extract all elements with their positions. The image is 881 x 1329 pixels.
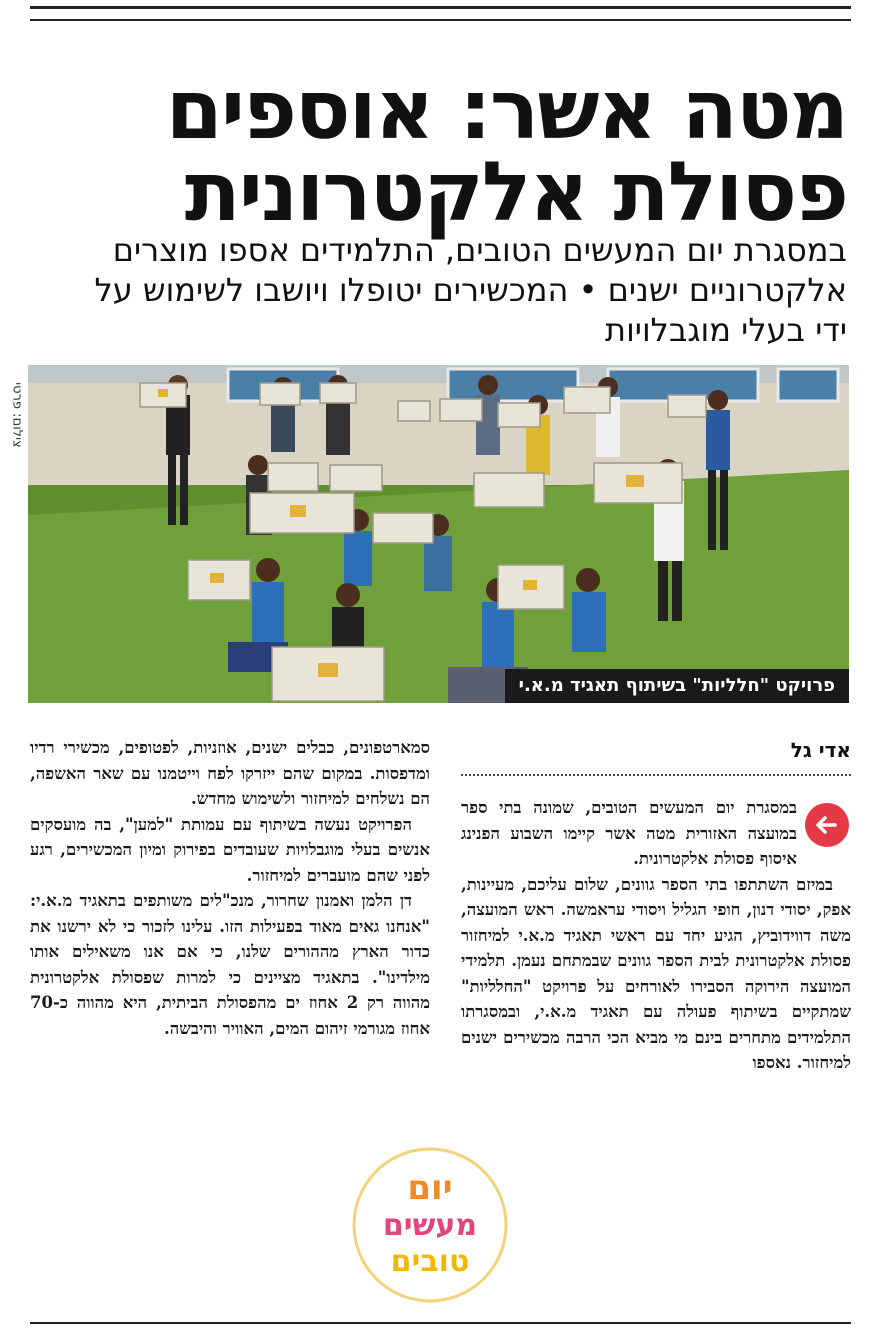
photo-caption: פרויקט "חלליות" בשיתוף תאגיד מ.א.י xyxy=(505,669,849,703)
article-photo xyxy=(28,365,849,703)
bottom-rule xyxy=(30,1322,851,1324)
top-rule-1 xyxy=(30,6,851,9)
subhead-line-3: ידי בעלי מוגבלויות xyxy=(605,311,847,349)
article-subhead xyxy=(27,230,847,350)
paragraph-left-3: דן הלמן ואמנון שחרור, מנכ"לים משותפים בתאגיד מ.א.י: "אנחנו גאים מאוד בפעילות הזו. עלינו לזכור כי לא ירשנו את כדור הארץ מההורים שלנו, כי אם אנו משאילים אותו מילדינו". בתאגיד מציינים כי למרות שפסולת אלקטרונית מהווה רק 2 אחוז ים מהפסולת הביתית, היא מהווה כ-70 אחוז מגורמי זיהום המים, האוויר והיבשה. xyxy=(30,891,430,1038)
logo-line-3: טובים xyxy=(390,1244,470,1279)
byline-divider xyxy=(461,774,851,776)
good-deeds-day-logo xyxy=(350,1140,510,1310)
paragraph-right-2: במיזם השתתפו בתי הספר גוונים, שלום עליכם, מעיינות, אפק, יסודי דנון, חופי הגליל ויסודי עראמשה. ראש המועצה, משה דווידוביץ, הגיע יחד עם ראשי תאגיד מ.א.י למיחזור פסולת אלקטרונית לבית הספר גוונים שבמתחם נעמן. תלמידי המועצה הירוקה הסבירו לאורחים על פרויקט "החלליות" שמתקיים בשיתוף פעולה עם תאגיד מ.א.י, ובמסגרתו התלמידים מתחרים בינם מי מביא הכי הרבה מכשירים ישנים למיחזור. נאספו xyxy=(461,874,851,1072)
article-column-right xyxy=(461,795,851,1076)
subhead-line-2: אלקטרוניים ישנים • המכשירים יטופלו ויושבו לשימוש על xyxy=(94,271,847,309)
top-rule-2 xyxy=(30,19,851,21)
paragraph-left-2: הפרויקט נעשה בשיתוף עם עמותת "למען", בה מועסקים אנשים בעלי מוגבלויות שעובדים בפירוק ומיון המכשירים, רגע לפני שהם מועברים למיחזור. xyxy=(30,814,430,885)
byline: אדי גל xyxy=(790,738,851,762)
subhead-line-1: במסגרת יום המעשים הטובים, התלמידים אספו מוצרים xyxy=(112,231,847,269)
photo-illustration xyxy=(28,365,849,703)
paragraph-left-1: סמארטפונים, כבלים ישנים, אוזניות, לפטופים, מכשירי רדיו ומדפסות. במקום שהם ייזרקו לפח וייטמנו עם שאר האשפה, הם נשלחים למיחזור ולשימוש מחדש. xyxy=(30,738,430,808)
headline-line-2: פסולת אלקטרונית xyxy=(184,145,847,240)
photo-credit-text: צילום: פרטי xyxy=(9,382,25,448)
logo-line-1: יום xyxy=(407,1168,453,1208)
headline-line-1: מטה אשר: אוספים xyxy=(165,63,847,158)
logo-line-2: מעשים xyxy=(382,1208,478,1243)
paragraph-right-1: במסגרת יום המעשים הטובים, שמונה בתי ספר במועצה האזורית מטה אשר קיימו השבוע הפנינג איסוף פסולת אלקטרונית. xyxy=(461,798,797,868)
article-headline xyxy=(27,63,847,240)
article-column-left xyxy=(30,735,430,1041)
